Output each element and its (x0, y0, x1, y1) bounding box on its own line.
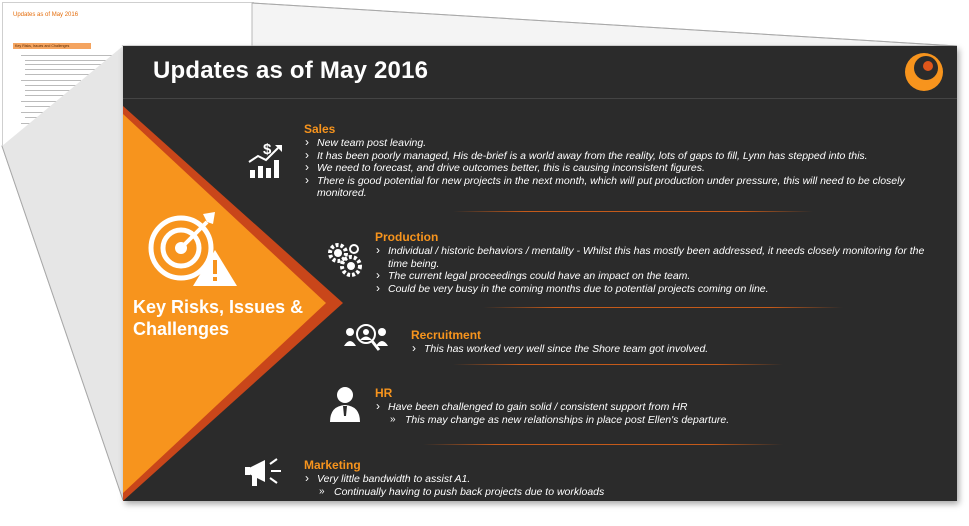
target-warning-icon (145, 208, 240, 288)
section-title-recruitment: Recruitment (411, 328, 482, 342)
hr-bullets (375, 401, 925, 426)
section-title-sales: Sales (304, 122, 336, 136)
section-separator (423, 444, 783, 445)
bullet-item: › Could be very busy in the coming months due to potential projects coming on line. (375, 283, 925, 296)
company-logo-icon (903, 51, 945, 93)
slide-header (123, 46, 957, 98)
slide-title: Updates as of May 2016 (153, 57, 429, 84)
section-separator (453, 364, 783, 365)
recruitment-bullets (411, 343, 911, 356)
business-person-icon (328, 386, 362, 424)
section-title-marketing: Marketing (304, 458, 361, 472)
bullet-item: › Have been challenged to gain solid / consistent support from HR (375, 401, 925, 414)
bullet-item: › This has worked very well since the Shore team got involved. (411, 343, 911, 356)
section-separator (483, 307, 843, 308)
bullet-item: › There is good potential for new projects in the next month, which will put production under pressure, this will need to be closely monitored. (304, 175, 924, 200)
bullet-item: › Very little bandwidth to assist A1. (304, 473, 904, 486)
section-separator (453, 211, 813, 212)
section-title-production: Production (375, 230, 439, 244)
thumbnail-title: Updates as of May 2016 (13, 12, 79, 18)
thumbnail-heading: Key Risks, Issues and Challenges (13, 43, 91, 49)
marketing-bullets (304, 473, 904, 498)
svg-text:$: $ (263, 141, 272, 158)
people-search-icon (343, 322, 391, 354)
bullet-item: › The current legal proceedings could have an impact on the team. (375, 270, 925, 283)
bullet-item: › It has been poorly managed, His de-brief is a world away from the reality, lots of gaps to fill, Lynn has stepped into this. (304, 150, 924, 163)
bullet-item: › New team post leaving. (304, 137, 924, 150)
bullet-item: › Individual / historic behaviors / mentality - Whilst this has mostly been addressed, it needs closely monitoring for the time being. (375, 245, 925, 270)
panel-label: Key Risks, Issues & Challenges (133, 297, 304, 339)
megaphone-icon (243, 454, 287, 490)
sales-bullets (304, 137, 924, 200)
bullet-item: › We need to forecast, and drive outcomes better, this is causing inconsistent figures. (304, 162, 924, 175)
section-title-hr: HR (375, 386, 393, 400)
sub-bullet-item: » Continually having to push back projects due to workloads (304, 486, 904, 499)
money-growth-chart-icon (246, 140, 286, 180)
sub-bullet-item: » This may change as new relationships in place post Ellen's departure. (375, 414, 925, 427)
main-slide[interactable] (123, 46, 957, 501)
production-bullets (375, 245, 925, 295)
header-divider (123, 98, 957, 99)
gears-icon (324, 239, 364, 279)
